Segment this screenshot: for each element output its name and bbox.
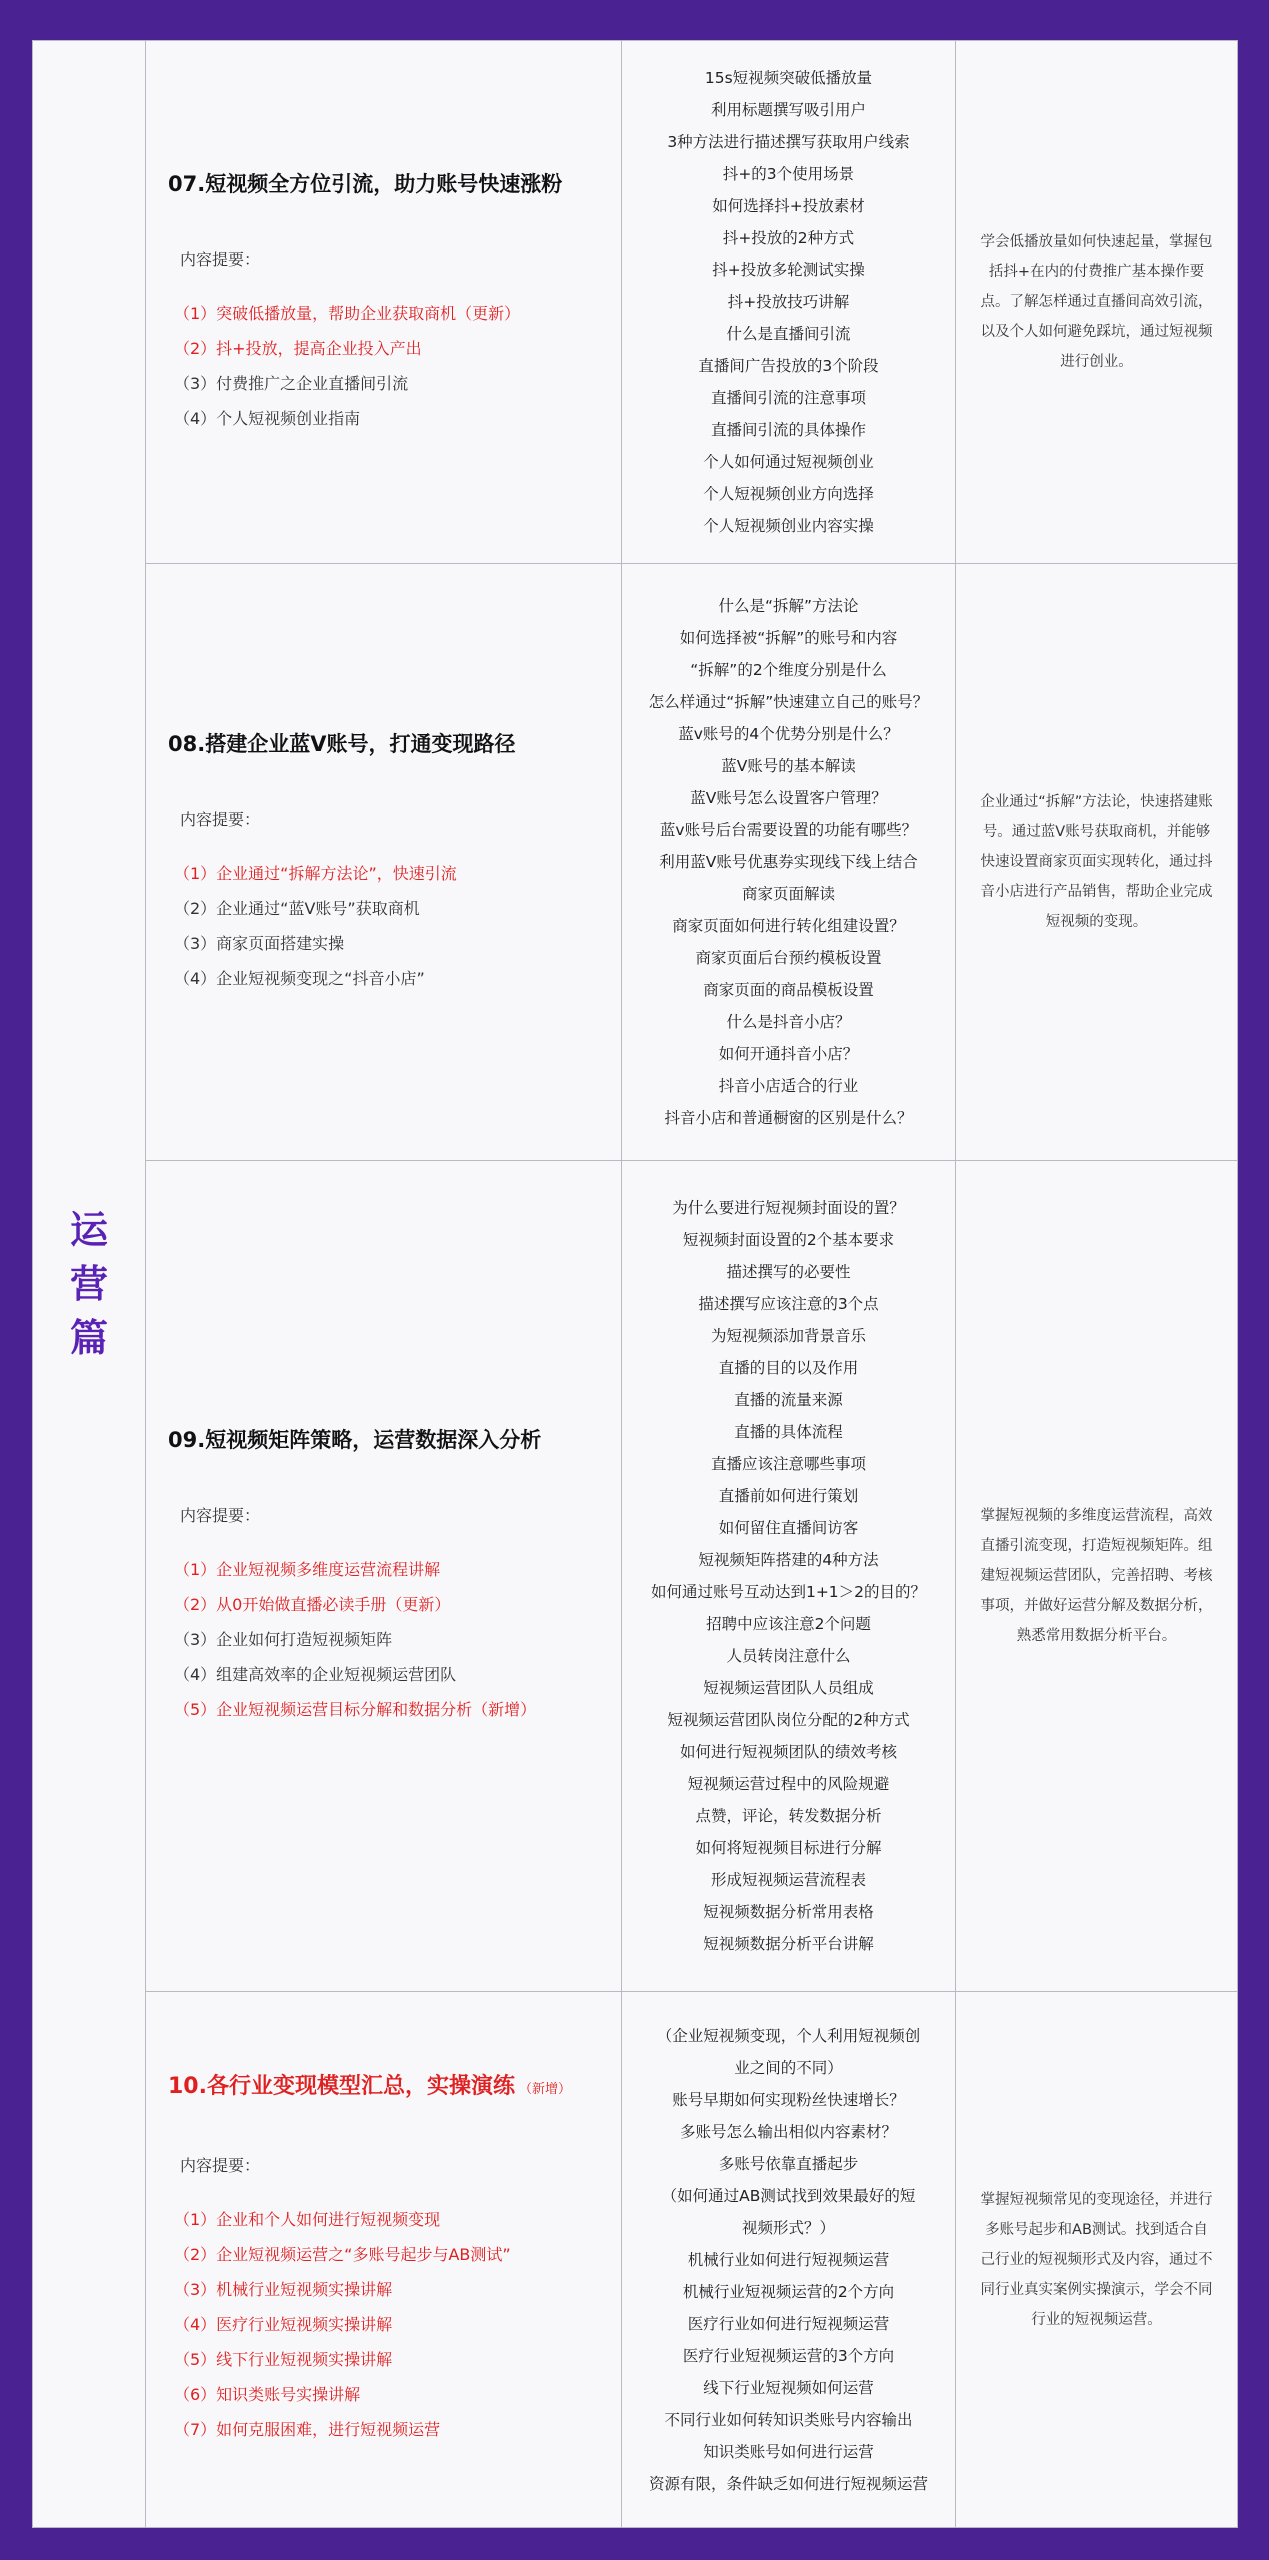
course-table xyxy=(32,40,1238,2528)
summary-points xyxy=(174,2202,621,2447)
summary-point: （2）企业短视频运营之“多账号起步与AB测试” xyxy=(174,2245,511,2264)
topic-item: 直播前如何进行策划 xyxy=(718,1487,859,1505)
summary-point: （3）付费推广之企业直播间引流 xyxy=(174,373,409,393)
summary-point: （4）医疗行业短视频实操讲解 xyxy=(174,2315,393,2334)
learning-goal: 企业通过“拆解”方法论，快速搭建账号。通过蓝V账号获取商机，并能够快速设置商家页面实现转化，通过抖音小店进行产品销售，帮助企业完成短视频的变现。 xyxy=(980,794,1213,930)
topic-item: 短视频数据分析常用表格 xyxy=(703,1903,874,1921)
new-tag: （新增） xyxy=(518,2082,571,2097)
topic-item: 个人短视频创业内容实操 xyxy=(703,517,874,535)
summary-point: （3）商家页面搭建实操 xyxy=(174,933,345,953)
topic-item: （企业短视频变现，个人利用短视频创 xyxy=(656,2026,921,2045)
summary-label: 内容提要： xyxy=(180,809,261,829)
topic-item: 什么是抖音小店？ xyxy=(726,1013,851,1031)
topic-item: 短视频运营过程中的风险规避 xyxy=(687,1775,890,1793)
module-row xyxy=(33,564,1238,1161)
topic-item: 蓝v账号的4个优势分别是什么？ xyxy=(678,725,899,743)
summary-point: （4）组建高效率的企业短视频运营团队 xyxy=(174,1665,457,1684)
summary-point: （2）抖+投放，提高企业投入产出 xyxy=(174,338,422,358)
goal-cell xyxy=(956,564,1238,1161)
topic-item: 利用蓝V账号优惠券实现线下线上结合 xyxy=(659,853,918,871)
summary-point: （2）从0开始做直播必读手册（更新） xyxy=(174,1595,451,1614)
topic-item: 不同行业如何转知识类账号内容输出 xyxy=(664,2410,913,2429)
module-row xyxy=(33,1161,1238,1992)
module-title: 07.短视频全方位引流，助力账号快速涨粉 xyxy=(168,171,563,196)
section-label-cell xyxy=(33,41,146,2528)
topic-item: “拆解”的2个维度分别是什么 xyxy=(690,661,887,679)
topic-item: 人员转岗注意什么 xyxy=(726,1647,851,1665)
learning-goal: 学会低播放量如何快速起量，掌握包括抖+在内的付费推广基本操作要点。了解怎样通过直播间高效引流，以及个人如何避免踩坑，通过短视频进行创业。 xyxy=(980,234,1213,370)
topics-cell xyxy=(622,564,956,1161)
summary-points xyxy=(174,296,621,436)
module-title-cell xyxy=(146,1161,622,1992)
topic-item: 什么是“拆解”方法论 xyxy=(718,597,859,615)
summary-point: （1）企业和个人如何进行短视频变现 xyxy=(174,2210,441,2229)
topic-item: 如何开通抖音小店？ xyxy=(718,1045,859,1063)
topic-item: 机械行业如何进行短视频运营 xyxy=(687,2250,890,2269)
topic-item: 如何将短视频目标进行分解 xyxy=(695,1839,882,1857)
topic-item: 直播间引流的注意事项 xyxy=(710,389,866,407)
summary-label: 内容提要： xyxy=(180,2156,261,2175)
topic-item: 医疗行业如何进行短视频运营 xyxy=(687,2314,890,2333)
topic-item: 3种方法进行描述撰写获取用户线索 xyxy=(667,133,910,151)
topic-item: 商家页面解读 xyxy=(741,885,835,903)
summary-point: （6）知识类账号实操讲解 xyxy=(174,2385,361,2404)
summary-label: 内容提要： xyxy=(180,249,261,269)
goal-cell xyxy=(956,41,1238,564)
summary-point: （1）突破低播放量，帮助企业获取商机（更新） xyxy=(174,303,521,323)
topic-item: 15s短视频突破低播放量 xyxy=(704,69,873,87)
topic-item: 医疗行业短视频运营的3个方向 xyxy=(682,2346,895,2365)
topic-item: 形成短视频运营流程表 xyxy=(710,1871,866,1889)
goal-cell xyxy=(956,1992,1238,2528)
learning-goal: 掌握短视频的多维度运营流程，高效直播引流变现，打造短视频矩阵。组建短视频运营团队，完善招聘、考核事项，并做好运营分解及数据分析，熟悉常用数据分析平台。 xyxy=(980,1508,1213,1644)
topic-item: 多账号依靠直播起步 xyxy=(718,2154,859,2173)
module-title-text: 10.各行业变现模型汇总，实操演练 xyxy=(168,2074,515,2099)
topic-item: 蓝V账号怎么设置客户管理？ xyxy=(690,789,887,807)
topic-item: 短视频矩阵搭建的4种方法 xyxy=(698,1551,879,1569)
topic-item: 描述撰写的必要性 xyxy=(726,1263,851,1281)
topic-item: 机械行业短视频运营的2个方向 xyxy=(682,2282,895,2301)
topic-item: 直播间引流的具体操作 xyxy=(710,421,866,439)
topic-item: 招聘中应该注意2个问题 xyxy=(706,1615,871,1633)
topic-item: 直播的目的以及作用 xyxy=(718,1359,859,1377)
topics-cell xyxy=(622,1161,956,1992)
topics-list xyxy=(622,62,955,542)
summary-label: 内容提要： xyxy=(180,1506,261,1525)
module-row xyxy=(33,1992,1238,2528)
topic-item: 如何留住直播间访客 xyxy=(718,1519,859,1537)
section-label: 运营篇 xyxy=(69,1208,108,1360)
module-title-cell xyxy=(146,41,622,564)
topic-item: 个人如何通过短视频创业 xyxy=(703,453,874,471)
topic-item: 为短视频添加背景音乐 xyxy=(710,1327,866,1345)
summary-point: （1）企业短视频多维度运营流程讲解 xyxy=(174,1560,441,1579)
summary-point: （5）企业短视频运营目标分解和数据分析（新增） xyxy=(174,1700,537,1719)
topic-item: 短视频数据分析平台讲解 xyxy=(703,1935,874,1953)
module-row xyxy=(33,41,1238,564)
summary-point: （4）企业短视频变现之“抖音小店” xyxy=(174,968,425,988)
topic-item: 直播间广告投放的3个阶段 xyxy=(698,357,879,375)
topic-item: 蓝V账号的基本解读 xyxy=(721,757,856,775)
topic-item: 如何通过账号互动达到1+1＞2的目的？ xyxy=(650,1583,927,1601)
summary-point: （4）个人短视频创业指南 xyxy=(174,408,361,428)
module-title: 08.搭建企业蓝V账号，打通变现路径 xyxy=(168,731,516,756)
topic-item: 短视频运营团队岗位分配的2种方式 xyxy=(667,1711,910,1729)
topic-item: 多账号怎么输出相似内容素材？ xyxy=(679,2122,897,2141)
course-frame xyxy=(32,40,1237,2527)
topic-item: 利用标题撰写吸引用户 xyxy=(710,101,866,119)
summary-point: （3）机械行业短视频实操讲解 xyxy=(174,2280,393,2299)
topic-item: 描述撰写应该注意的3个点 xyxy=(698,1295,879,1313)
topic-item: 抖+投放多轮测试实操 xyxy=(712,261,865,279)
topics-list xyxy=(622,2020,955,2500)
module-title-cell xyxy=(146,564,622,1161)
summary-point: （2）企业通过“蓝V账号”获取商机 xyxy=(174,898,420,918)
topic-item: 商家页面如何进行转化组建设置？ xyxy=(672,917,905,935)
topic-item: 抖+的3个使用场景 xyxy=(722,165,855,183)
topic-item: 抖音小店适合的行业 xyxy=(718,1077,859,1095)
topic-item: 个人短视频创业方向选择 xyxy=(703,485,874,503)
topic-item: 短视频运营团队人员组成 xyxy=(703,1679,874,1697)
topic-item: 线下行业短视频如何运营 xyxy=(703,2378,874,2397)
topic-item: 资源有限，条件缺乏如何进行短视频运营 xyxy=(648,2474,928,2493)
topic-item: 蓝v账号后台需要设置的功能有哪些？ xyxy=(659,821,918,839)
topic-item: 知识类账号如何进行运营 xyxy=(703,2442,874,2461)
topic-item: 怎么样通过“拆解”快速建立自己的账号？ xyxy=(648,693,929,711)
topic-item: 为什么要进行短视频封面设的置？ xyxy=(672,1199,905,1217)
topic-item: 账号早期如何实现粉丝快速增长？ xyxy=(672,2090,905,2109)
topic-item: 商家页面后台预约模板设置 xyxy=(695,949,882,967)
summary-point: （3）企业如何打造短视频矩阵 xyxy=(174,1630,393,1649)
topic-item: 点赞，评论，转发数据分析 xyxy=(695,1807,882,1825)
topics-list xyxy=(622,590,955,1134)
topic-item: 直播应该注意哪些事项 xyxy=(710,1455,866,1473)
summary-points xyxy=(174,1552,621,1727)
summary-points xyxy=(174,856,621,996)
learning-goal: 掌握短视频常见的变现途径，并进行多账号起步和AB测试。找到适合自己行业的短视频形式及内容，通过不同行业真实案例实操演示，学会不同行业的短视频运营。 xyxy=(980,2191,1213,2328)
topic-item: 抖音小店和普通橱窗的区别是什么？ xyxy=(664,1109,913,1127)
topic-item: 抖+投放技巧讲解 xyxy=(727,293,850,311)
topic-item: 如何选择抖+投放素材 xyxy=(712,197,865,215)
topic-item: 短视频封面设置的2个基本要求 xyxy=(682,1231,895,1249)
module-title: 09.短视频矩阵策略，运营数据深入分析 xyxy=(168,1428,542,1452)
topic-item: 如何进行短视频团队的绩效考核 xyxy=(679,1743,897,1761)
topic-item: 什么是直播间引流 xyxy=(726,325,851,343)
topic-item: 商家页面的商品模板设置 xyxy=(703,981,874,999)
summary-point: （5）线下行业短视频实操讲解 xyxy=(174,2350,393,2369)
topic-item: 如何选择被“拆解”的账号和内容 xyxy=(679,629,898,647)
topic-item: 视频形式？） xyxy=(741,2218,835,2237)
topics-list xyxy=(622,1192,955,1960)
module-title-cell xyxy=(146,1992,622,2528)
topics-cell xyxy=(622,1992,956,2528)
topic-item: 抖+投放的2种方式 xyxy=(722,229,855,247)
goal-cell xyxy=(956,1161,1238,1992)
topic-item: 直播的具体流程 xyxy=(734,1423,843,1441)
summary-point: （7）如何克服困难，进行短视频运营 xyxy=(174,2420,441,2439)
summary-point: （1）企业通过“拆解方法论”，快速引流 xyxy=(174,863,457,883)
topics-cell xyxy=(622,41,956,564)
module-title xyxy=(168,2072,621,2105)
topic-item: 业之间的不同） xyxy=(734,2058,843,2077)
topic-item: （如何通过AB测试找到效果最好的短 xyxy=(661,2186,916,2205)
topic-item: 直播的流量来源 xyxy=(734,1391,843,1409)
